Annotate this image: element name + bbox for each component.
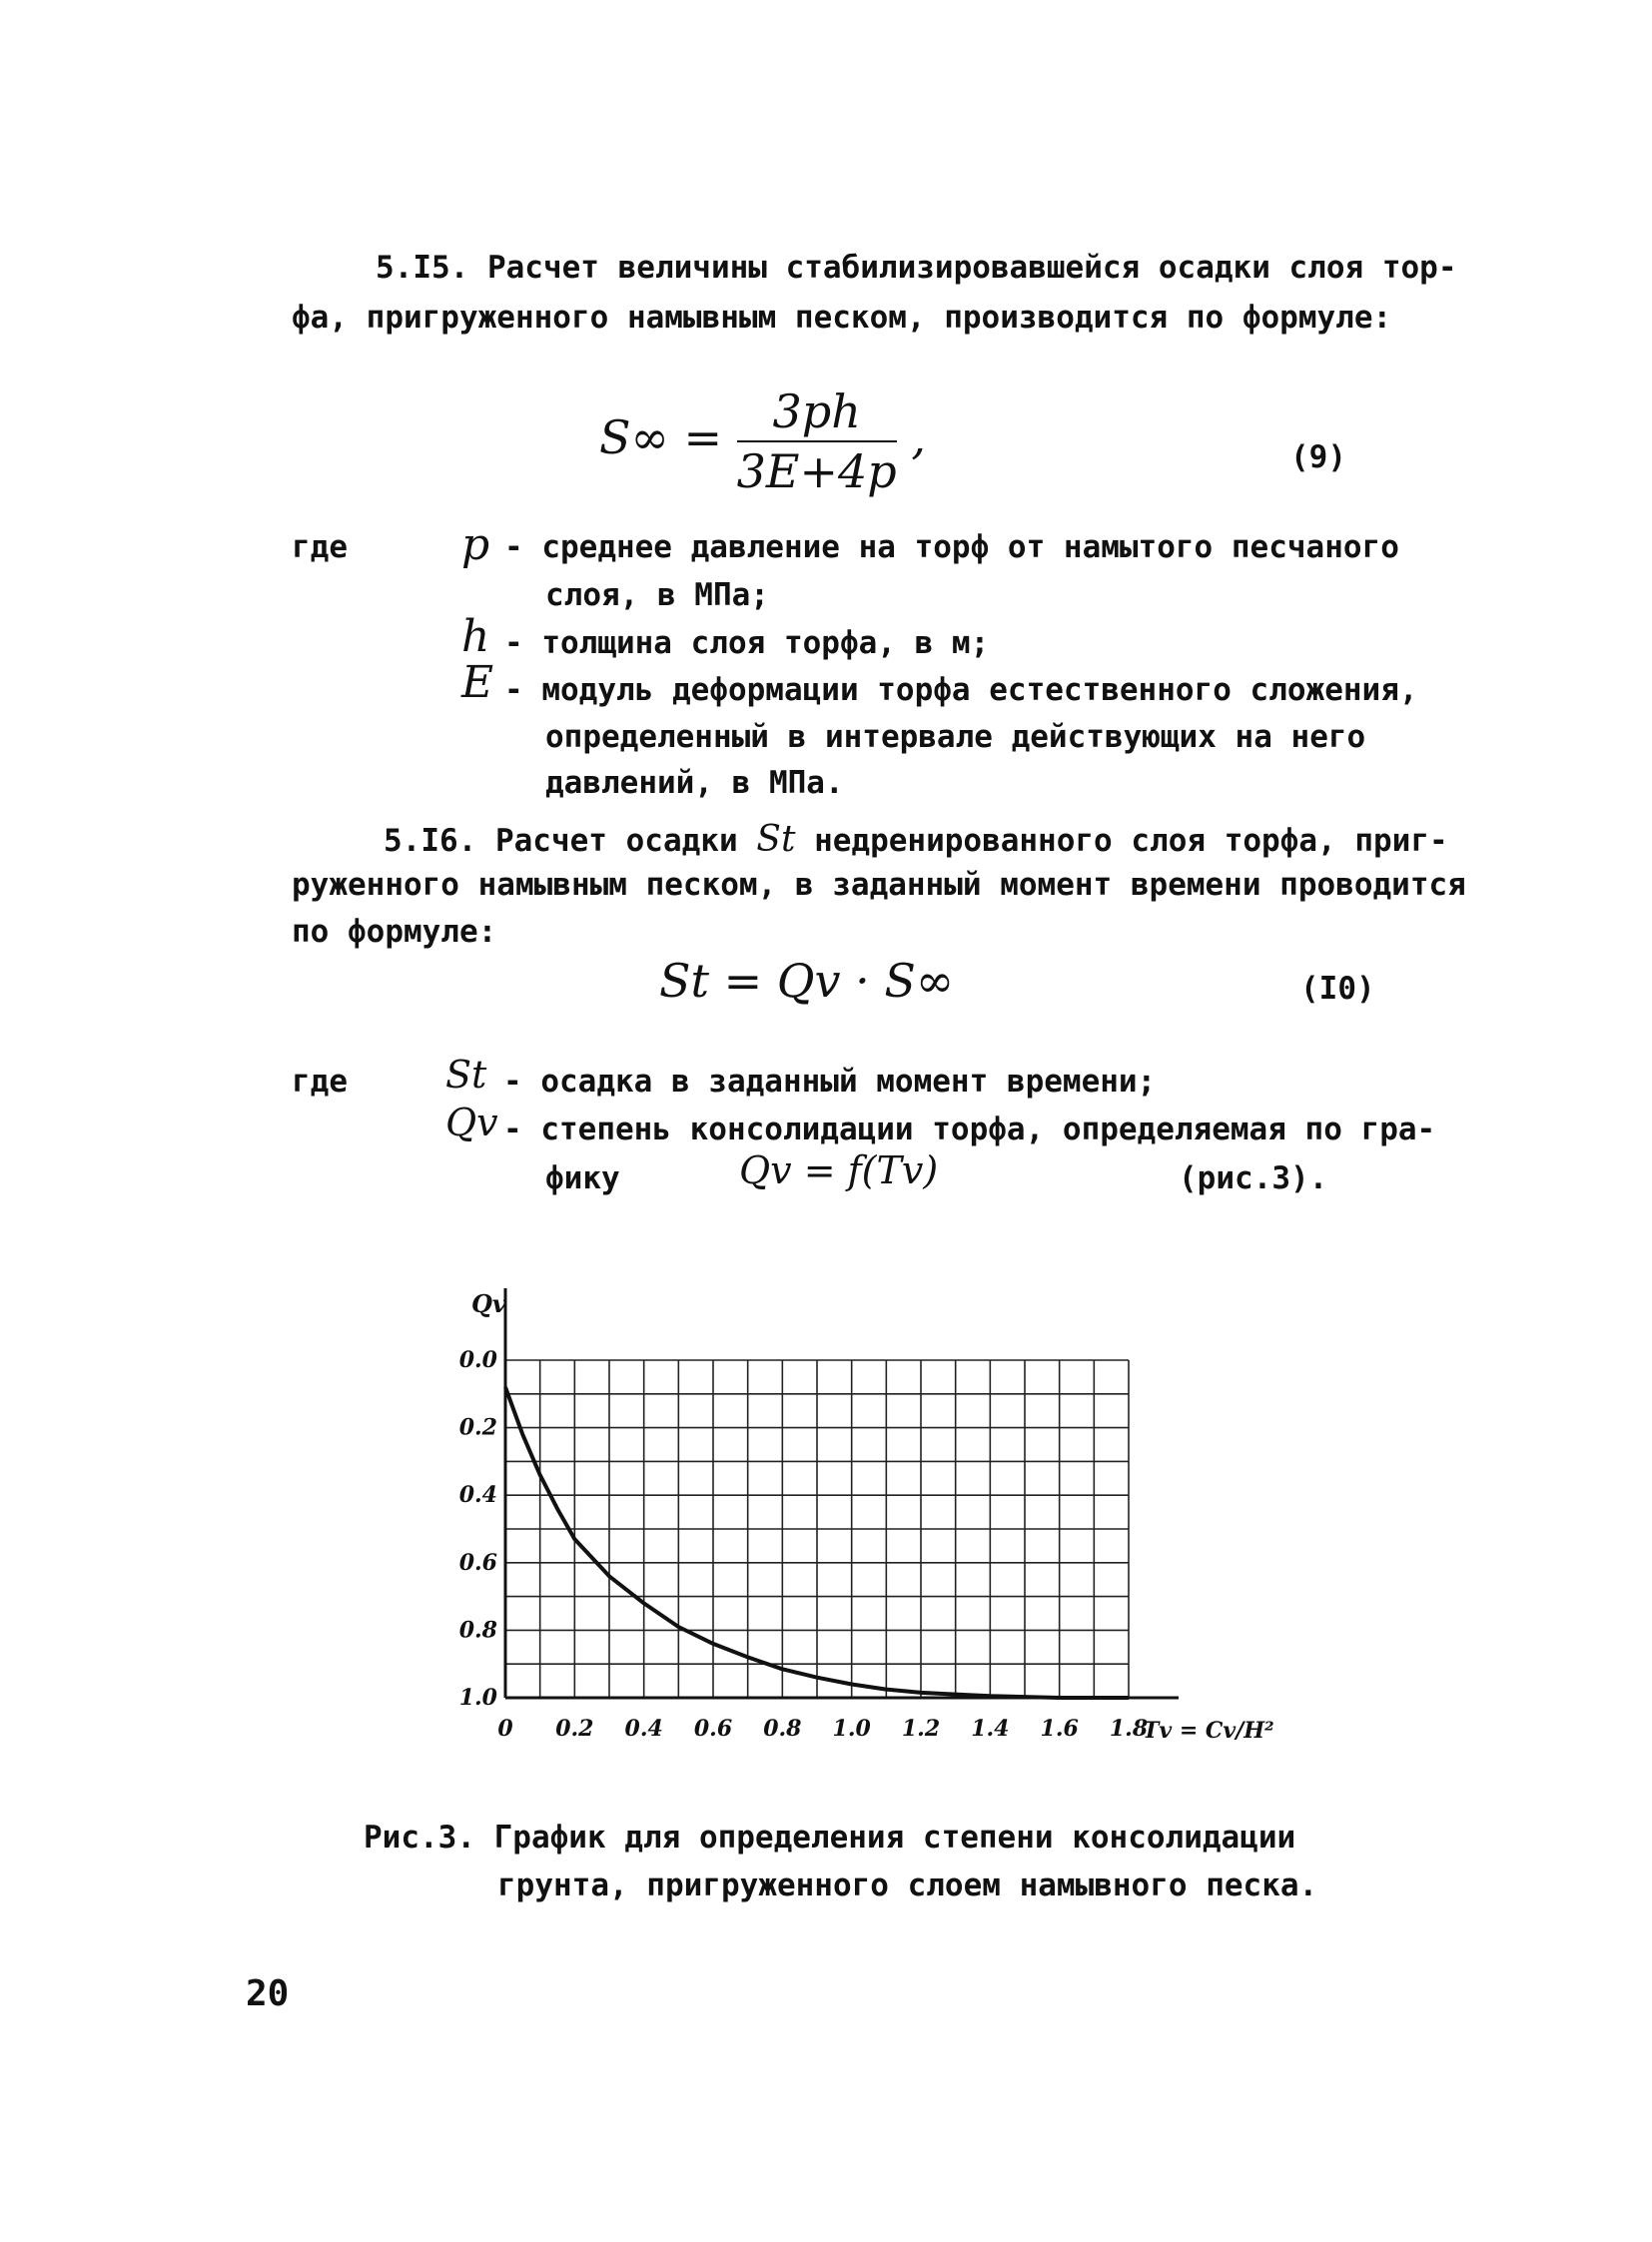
formula-10: St = Qv · S∞ xyxy=(659,954,955,1008)
section-516-line2: руженного намывным песком, в заданный момент времени проводится xyxy=(292,867,1466,903)
x-tick-label: 0.6 xyxy=(693,1716,733,1742)
formula-9-lhs: S∞ = xyxy=(599,410,722,464)
x-axis-label: Tv = Cv/H² xyxy=(1143,1718,1274,1744)
where-symbol-Qv: Qv xyxy=(445,1101,498,1144)
where-symbol-St: St xyxy=(445,1053,487,1097)
x-tick-label: 0 xyxy=(497,1716,513,1742)
where-p-line2: слоя, в МПа; xyxy=(545,577,769,613)
x-tick-label: 1.4 xyxy=(971,1716,1010,1742)
section-516-text-a: 5.I6. Расчет осадки xyxy=(384,823,738,859)
x-tick-label: 0.4 xyxy=(624,1716,663,1742)
where-label-10: где xyxy=(292,1064,348,1100)
x-tick-label: 0.8 xyxy=(763,1716,802,1742)
where-p-line1: - среднее давление на торф от намытого песчаного xyxy=(504,529,1399,565)
where-h-line1: - толщина слоя торфа, в м; xyxy=(504,625,990,661)
x-tick-label: 0.2 xyxy=(555,1716,594,1742)
where-E-line2: определенный в интервале действующих на него xyxy=(545,719,1366,755)
y-tick-label: 0.8 xyxy=(458,1617,497,1644)
section-516-line1 xyxy=(384,819,1448,860)
formula-9-numerator: 3ph xyxy=(737,384,897,442)
formula-9-tail: , xyxy=(911,410,926,464)
formula-9-denominator: 3E+4p xyxy=(736,444,897,498)
consolidation-chart xyxy=(429,1268,1274,1768)
where-symbol-E: E xyxy=(461,657,494,708)
where-symbol-h: h xyxy=(461,611,490,662)
section-516-text-b: недренированного слоя торфа, приг- xyxy=(814,823,1448,859)
x-tick-label: 1.0 xyxy=(832,1716,871,1742)
where-Qv-tail-word: фику xyxy=(545,1160,620,1196)
formula-9-number: (9) xyxy=(1290,439,1346,475)
section-515-line1: 5.I5. Расчет величины стабилизировавшейся осадки слоя тор- xyxy=(376,250,1457,286)
formula-10-number: (I0) xyxy=(1300,971,1375,1007)
y-tick-label: 0.6 xyxy=(458,1549,497,1576)
where-St-line1: - осадка в заданный момент времени; xyxy=(503,1064,1157,1100)
formula-9-fraction xyxy=(737,384,897,498)
section-516-line3: по формуле: xyxy=(292,914,497,950)
y-axis-label: Qv xyxy=(471,1289,506,1318)
x-tick-label: 1.2 xyxy=(901,1716,941,1742)
y-tick-label: 1.0 xyxy=(458,1685,497,1711)
caption-line2: грунта, пригруженного слоем намывного песка. xyxy=(497,1868,1318,1903)
where-symbol-p: p xyxy=(461,519,490,570)
section-515-line2: фа, пригруженного намывным песком, производится по формуле: xyxy=(292,300,1392,336)
page-number: 20 xyxy=(246,1973,290,2014)
y-tick-label: 0.4 xyxy=(458,1482,497,1509)
where-E-line1: - модуль деформации торфа естественного сложения, xyxy=(504,672,1418,708)
formula-9 xyxy=(599,384,926,498)
where-label-9: где xyxy=(292,529,348,565)
where-Qv-tail-formula: Qv = f(Tv) xyxy=(739,1148,939,1192)
section-516-symbol: St xyxy=(756,819,796,860)
where-Qv-line1: - степень консолидации торфа, определяемая по гра- xyxy=(503,1112,1436,1147)
y-tick-label: 0.2 xyxy=(458,1414,497,1441)
where-Qv-tail-ref: (рис.3). xyxy=(1179,1160,1328,1196)
y-tick-label: 0.0 xyxy=(458,1347,497,1373)
where-E-line3: давлений, в МПа. xyxy=(545,765,844,801)
caption-line1: Рис.3. График для определения степени консолидации xyxy=(364,1820,1296,1856)
x-tick-label: 1.6 xyxy=(1040,1716,1079,1742)
x-tick-label: 1.8 xyxy=(1109,1716,1149,1742)
